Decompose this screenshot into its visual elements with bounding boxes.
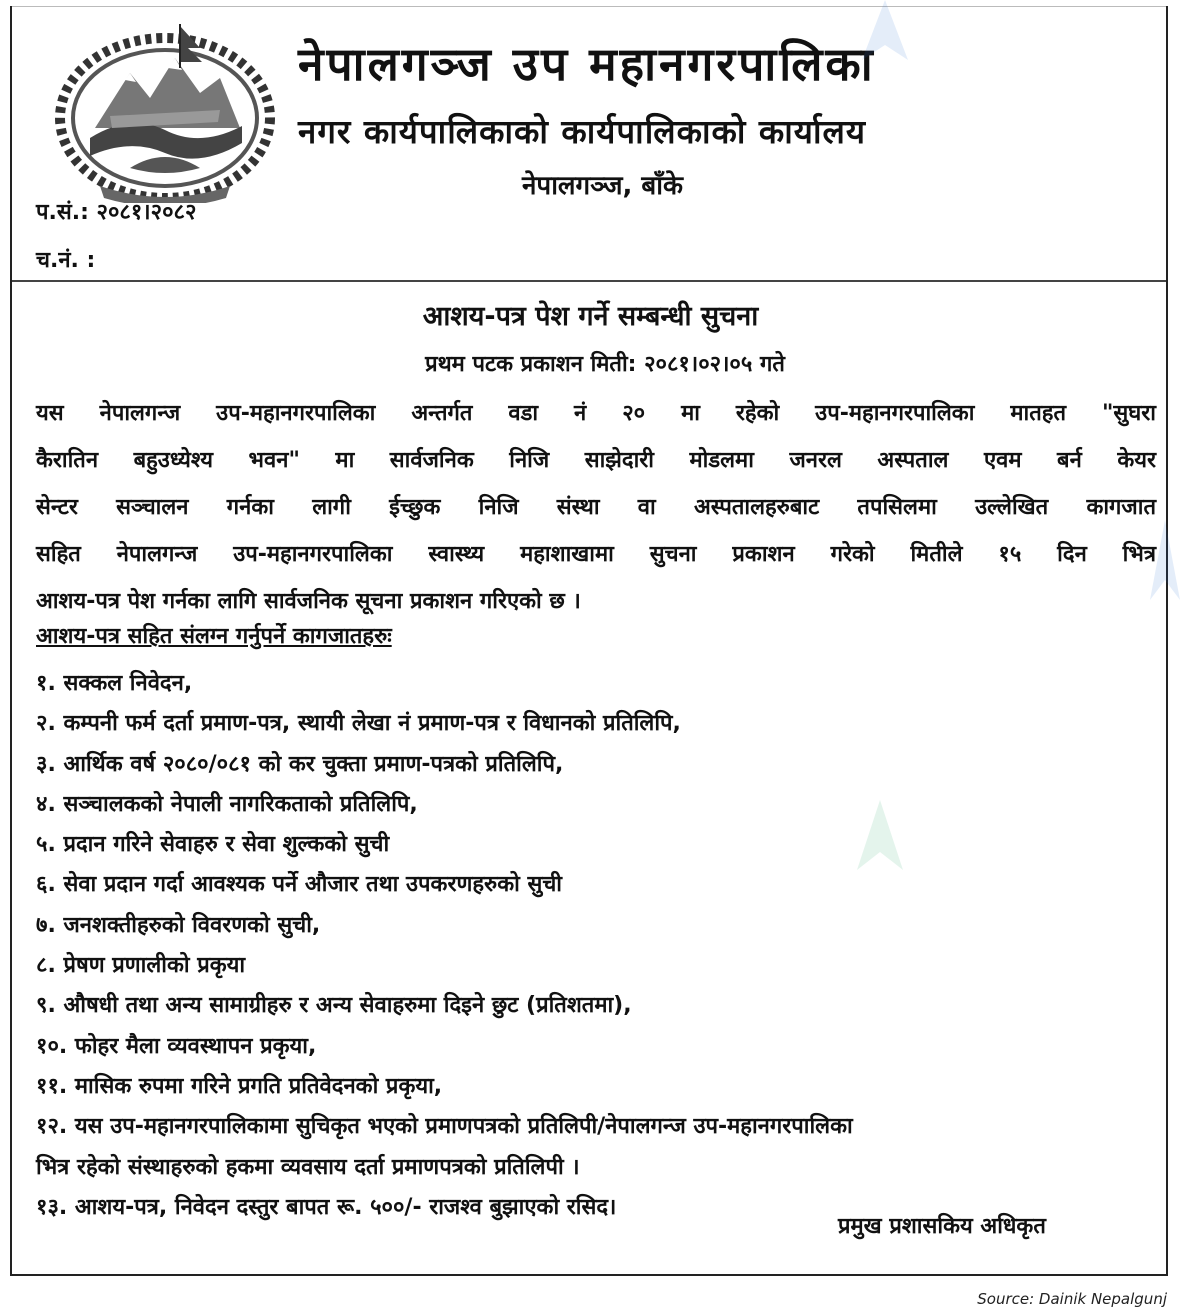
office-address: नेपालगञ्ज, बाँके	[522, 171, 683, 201]
list-item: ५. प्रदान गरिने सेवाहरु र सेवा शुल्कको सुची	[36, 832, 390, 858]
list-item: ९. औषधी तथा अन्य सामाग्रीहरु र अन्य सेवाहरुमा दिइने छुट (प्रतिशतमा),	[36, 993, 632, 1019]
notice-body	[36, 390, 1156, 625]
header-divider	[12, 280, 1166, 282]
list-item: ३. आर्थिक वर्ष २०८०/०८१ को कर चुक्ता प्रमाण-पत्रको प्रतिलिपि,	[36, 751, 564, 777]
body-line: सेन्टर सञ्चालन गर्नका लागी ईच्छुक निजि संस्था वा अस्पतालहरुबाट तपसिलमा उल्लेखित कागजात	[36, 495, 1156, 520]
signatory-title: प्रमुख प्रशासकिय अधिकृत	[838, 1214, 1046, 1239]
body-line: सहित नेपालगन्ज उप-महानगरपालिका स्वास्थ्य महाशाखामा सुचना प्रकाशन गरेको मितीले १५ दिन भित्र	[36, 542, 1156, 567]
body-line: कैरातिन बहुउध्येश्य भवन" मा सार्वजनिक निजि साझेदारी मोडलमा जनरल अस्पताल एवम बर्न केयर	[36, 448, 1156, 473]
requirements-list	[36, 664, 1136, 1228]
requirements-heading: आशय-पत्र सहित संलग्न गर्नुपर्ने कागजातहरुः	[36, 624, 392, 649]
dispatch-number: च.नं. :	[36, 248, 96, 273]
body-line: यस नेपालगन्ज उप-महानगरपालिका अन्तर्गत वडा नं २० मा रहेको उप-महानगरपालिका मातहत "सुघरा	[36, 401, 1156, 426]
list-item: १२. यस उप-महानगरपालिकामा सुचिकृत भएको प्रमाणपत्रको प्रतिलिपी/नेपालगन्ज उप-महानगरपालिका	[36, 1114, 853, 1140]
publication-date: प्रथम पटक प्रकाशन मिती: २०८१।०२।०५ गते	[425, 352, 785, 377]
nepal-emblem-icon	[50, 18, 280, 203]
list-item: २. कम्पनी फर्म दर्ता प्रमाण-पत्र, स्थायी लेखा नं प्रमाण-पत्र र विधानको प्रतिलिपि,	[36, 711, 681, 737]
list-item: १०. फोहर मैला व्यवस्थापन प्रकृया,	[36, 1033, 317, 1059]
list-item: १. सक्कल निवेदन,	[36, 671, 193, 696]
body-line: आशय-पत्र पेश गर्नका लागि सार्वजनिक सूचना प्रकाशन गरिएको छ ।	[36, 589, 581, 614]
list-item: भित्र रहेको संस्थाहरुको हकमा व्यवसाय दर्ता प्रमाणपत्रको प्रतिलिपी ।	[36, 1154, 580, 1180]
office-title: नेपालगञ्ज उप महानगरपालिका	[298, 37, 876, 91]
notice-title: आशय-पत्र पेश गर्ने सम्बन्धी सुचना	[422, 301, 759, 332]
list-item: ११. मासिक रुपमा गरिने प्रगति प्रतिवेदनको प्रकृया,	[36, 1073, 443, 1099]
list-item: ६. सेवा प्रदान गर्दा आवश्यक पर्ने औजार तथा उपकरणहरुको सुची	[36, 872, 562, 898]
letter-number: प.सं.: २०८१।२०८२	[36, 200, 197, 225]
list-item: १३. आशय-पत्र, निवेदन दस्तुर बापत रू. ५००/- राजश्व बुझाएको रसिद।	[36, 1194, 617, 1220]
office-subtitle: नगर कार्यपालिकाको कार्यपालिकाको कार्यालय	[298, 112, 866, 151]
list-item: ७. जनशक्तीहरुको विवरणको सुची,	[36, 912, 321, 938]
list-item: ८. प्रेषण प्रणालीको प्रकृया	[36, 953, 246, 979]
source-credit: Source: Dainik Nepalgunj	[977, 1290, 1167, 1308]
list-item: ४. सञ्चालकको नेपाली नागरिकताको प्रतिलिपि,	[36, 791, 418, 817]
